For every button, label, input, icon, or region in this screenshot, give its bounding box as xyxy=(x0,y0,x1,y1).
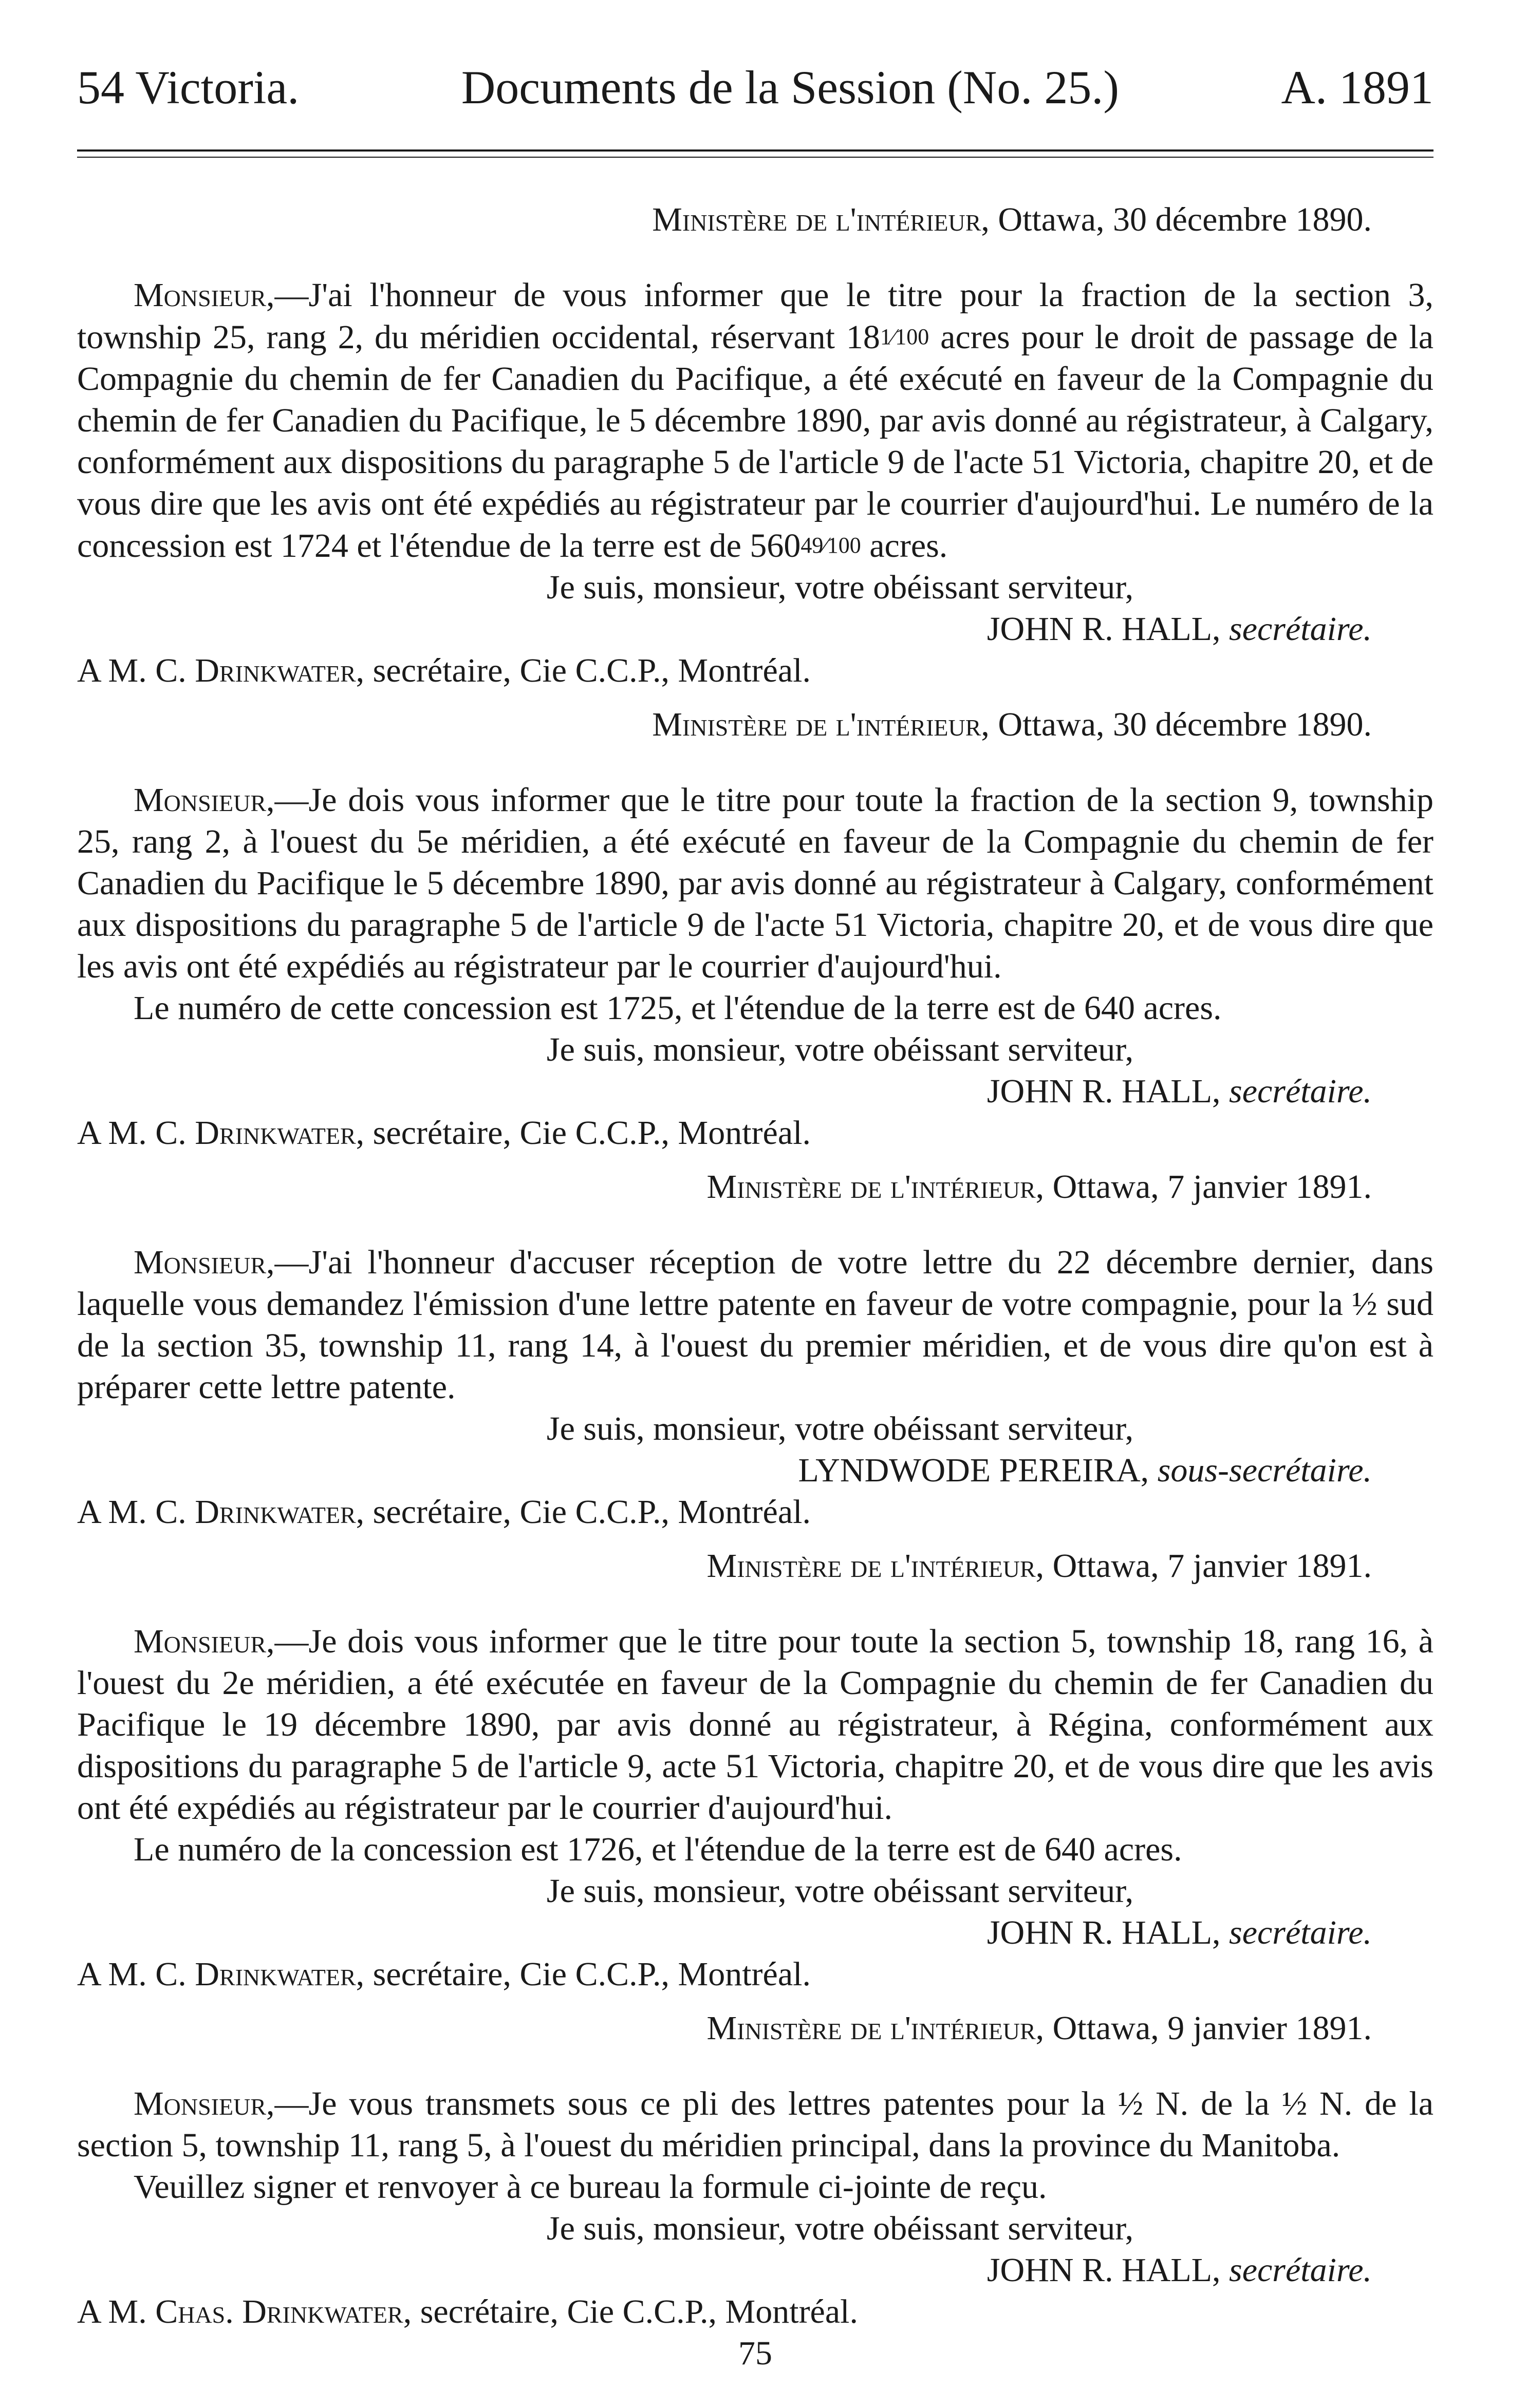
dateline: Ministère de l'intérieur, Ottawa, 7 janvier 1891. xyxy=(706,1168,1372,1206)
signature: JOHN R. HALL, secrétaire. xyxy=(986,1914,1372,1952)
closing: Je suis, monsieur, votre obéissant serviteur, xyxy=(546,1872,1134,1910)
letter-body: Monsieur,—Je dois vous informer que le titre pour toute la section 5, township 18, rang 16, à l'ouest du 2e méridien, a été exécutée en faveur de la Compagnie du chemin de fer Canadien du Pacifique le 19 décembre 1890, par avis donné au régistrateur, à Régina, conformément aux dispositions du paragraphe 5 de l'article 9, acte 51 Victoria, chapitre 20, et de vous dire que les avis ont été expédiés au régistrateur par le courrier d'aujourd'hui. xyxy=(77,1623,1433,1827)
closing: Je suis, monsieur, votre obéissant serviteur, xyxy=(546,1031,1134,1069)
salutation: Monsieur, xyxy=(134,781,275,819)
fraction: ½ xyxy=(1281,2085,1308,2123)
letter-body-2: Veuillez signer et renvoyer à ce bureau la formule ci-jointe de reçu. xyxy=(134,2168,1047,2206)
header-right: A. 1891 xyxy=(1281,61,1433,114)
letter-body: Monsieur,—J'ai l'honneur d'accuser réception de votre lettre du 22 décembre dernier, dans laquelle vous demandez l'émission d'une lettre patente en faveur de votre compagnie, pour la ½ sud de la section 35, township 11, rang 14, à l'ouest du premier méridien, et de vous dire qu'on est à préparer cette lettre patente. xyxy=(77,1244,1434,1406)
running-header xyxy=(77,62,1433,114)
dateline: Ministère de l'intérieur, Ottawa, 7 janvier 1891. xyxy=(706,1547,1372,1585)
salutation: Monsieur, xyxy=(134,276,275,314)
addressee: A M. C. Drinkwater, secrétaire, Cie C.C.P., Montréal. xyxy=(77,1955,811,1993)
dateline: Ministère de l'intérieur, Ottawa, 30 décembre 1890. xyxy=(652,201,1372,239)
addressee: A M. C. Drinkwater, secrétaire, Cie C.C.P., Montréal. xyxy=(77,1493,811,1531)
header-center: Documents de la Session (No. 25.) xyxy=(461,61,1119,114)
letter-body: Monsieur,—Je dois vous informer que le titre pour toute la fraction de la section 9, township 25, rang 2, à l'ouest du 5e méridien, a été exécuté en faveur de la Compagnie du chemin de fer Canadien du Pacifique le 5 décembre 1890, par avis donné au régistrateur à Calgary, conformément aux dispositions du paragraphe 5 de l'article 9 de l'acte 51 Victoria, chapitre 20, et de vous dire que les avis ont été expédiés au régistrateur par le courrier d'aujourd'hui. xyxy=(77,781,1433,986)
letters xyxy=(77,199,1433,2374)
addressee: A M. C. Drinkwater, secrétaire, Cie C.C.P., Montréal. xyxy=(77,1114,811,1152)
letter-5 xyxy=(77,2007,1433,2332)
document-page xyxy=(77,62,1433,2408)
letter-body-2: Le numéro de la concession est 1726, et l'étendue de la terre est de 640 acres. xyxy=(134,1831,1182,1869)
dateline: Ministère de l'intérieur, Ottawa, 30 décembre 1890. xyxy=(652,706,1372,744)
fraction: ½ xyxy=(1352,1285,1377,1323)
addressee: A M. C. Drinkwater, secrétaire, Cie C.C.P., Montréal. xyxy=(77,652,811,690)
letter-2 xyxy=(77,704,1433,1154)
dateline: Ministère de l'intérieur, Ottawa, 9 janvier 1891. xyxy=(706,2009,1372,2047)
page-number: 75 xyxy=(738,2335,772,2373)
letter-body: Monsieur,—J'ai l'honneur de vous informer que le titre pour la fraction de la section 3, township 25, rang 2, du méridien occidental, réservant 181⁄100 acres pour le droit de passage de la Compagnie du chemin de fer Canadien du Pacifique, a été exécuté en faveur de la Compagnie du chemin de fer Canadien du Pacifique, le 5 décembre 1890, par avis donné au régistrateur, à Calgary, conformément aux dispositions du paragraphe 5 de l'article 9 de l'acte 51 Victoria, chapitre 20, et de vous dire que les avis ont été expédiés au régistrateur par le courrier d'aujourd'hui. Le numéro de la concession est 1724 et l'étendue de la terre est de 56049⁄100 acres. xyxy=(77,276,1433,565)
fraction: ½ xyxy=(1118,2085,1144,2123)
header-left: 54 Victoria. xyxy=(77,61,300,114)
letter-3 xyxy=(77,1166,1433,1533)
letter-body-2: Le numéro de cette concession est 1725, et l'étendue de la terre est de 640 acres. xyxy=(134,989,1222,1027)
closing: Je suis, monsieur, votre obéissant serviteur, xyxy=(546,1410,1134,1448)
header-rule-thick xyxy=(77,149,1433,152)
signature: JOHN R. HALL, secrétaire. xyxy=(986,1073,1372,1111)
addressee: A M. Chas. Drinkwater, secrétaire, Cie C.C.P., Montréal. xyxy=(77,2293,858,2331)
salutation: Monsieur, xyxy=(134,1623,275,1661)
fraction: 1⁄100 xyxy=(880,324,929,350)
salutation: Monsieur, xyxy=(134,1244,275,1282)
fraction: 49⁄100 xyxy=(800,533,861,558)
letter-1 xyxy=(77,199,1433,691)
salutation: Monsieur, xyxy=(134,2085,275,2123)
letter-4 xyxy=(77,1545,1433,1995)
signature: LYNDWODE PEREIRA, sous-secrétaire. xyxy=(798,1452,1372,1490)
signature: JOHN R. HALL, secrétaire. xyxy=(986,2251,1372,2289)
closing: Je suis, monsieur, votre obéissant serviteur, xyxy=(546,2210,1134,2248)
header-rule-thin xyxy=(77,157,1433,158)
closing: Je suis, monsieur, votre obéissant serviteur, xyxy=(546,569,1134,607)
signature: JOHN R. HALL, secrétaire. xyxy=(986,610,1372,648)
letter-body: Monsieur,—Je vous transmets sous ce pli des lettres patentes pour la ½ N. de la ½ N. de la section 5, township 11, rang 5, à l'ouest du méridien principal, dans la province du Manitoba. xyxy=(77,2085,1433,2165)
